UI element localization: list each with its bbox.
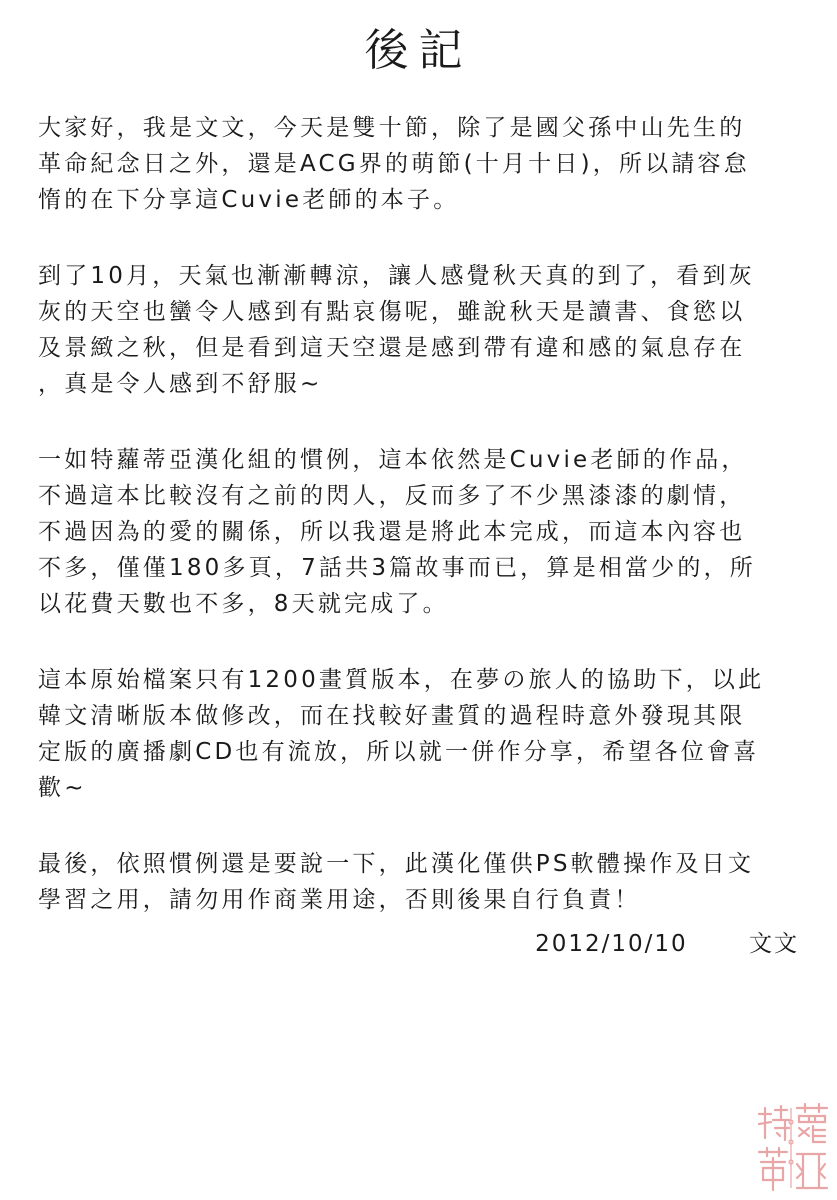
afterword-body (38, 110, 803, 958)
signature-date: 2012/10/10 (535, 931, 688, 957)
paragraph-3 (38, 442, 803, 622)
text-line: 以花費天數也不多，8天就完成了。 (38, 591, 449, 617)
text-line: 灰的天空也蠻令人感到有點哀傷呢，雖說秋天是讀書、食慾以 (38, 299, 746, 325)
paragraph-4 (38, 662, 803, 806)
page-title: 後記 (364, 25, 473, 76)
text-line: 大家好，我是文文，今天是雙十節，除了是國父孫中山先生的 (38, 115, 746, 141)
text-line: 惰的在下分享這Cuvie老師的本子。 (38, 187, 460, 213)
paragraph-5 (38, 846, 803, 918)
text-line: 定版的廣播劇CD也有流放，所以就一併作分享，希望各位會喜 (38, 739, 760, 765)
paragraph-1 (38, 110, 803, 218)
signature-author: 文文 (749, 931, 799, 957)
text-line: 及景緻之秋，但是看到這天空還是感到帶有違和感的氣息存在 (38, 335, 746, 361)
text-line: 學習之用，請勿用作商業用途，否則後果自行負責！ (38, 887, 641, 913)
paragraph-2 (38, 258, 803, 402)
text-line: 革命紀念日之外，還是ACG界的萌節(十月十日)，所以請容怠 (38, 151, 750, 177)
text-line: 到了10月，天氣也漸漸轉涼，讓人感覺秋天真的到了，看到灰 (38, 263, 755, 289)
text-line: 這本原始檔案只有1200畫質版本，在夢の旅人的協助下，以此 (38, 667, 765, 693)
text-line: 不過這本比較沒有之前的閃人，反而多了不少黑漆漆的劇情， (38, 483, 746, 509)
text-line: 最後，依照慣例還是要說一下，此漢化僅供PS軟體操作及日文 (38, 851, 755, 877)
text-line: 韓文清晰版本做修改，而在找較好畫質的過程時意外發現其限 (38, 703, 746, 729)
text-line: 不多，僅僅180多頁，7話共3篇故事而已，算是相當少的，所 (38, 555, 756, 581)
text-line: 不過因為的愛的關係，所以我還是將此本完成，而這本內容也 (38, 519, 746, 545)
text-line: 一如特蘿蒂亞漢化組的慣例，這本依然是Cuvie老師的作品， (38, 447, 748, 473)
text-line: ，真是令人感到不舒服~ (38, 371, 323, 397)
group-seal-logo (753, 1102, 831, 1194)
signature (535, 925, 799, 958)
text-line: 歡~ (38, 775, 87, 801)
